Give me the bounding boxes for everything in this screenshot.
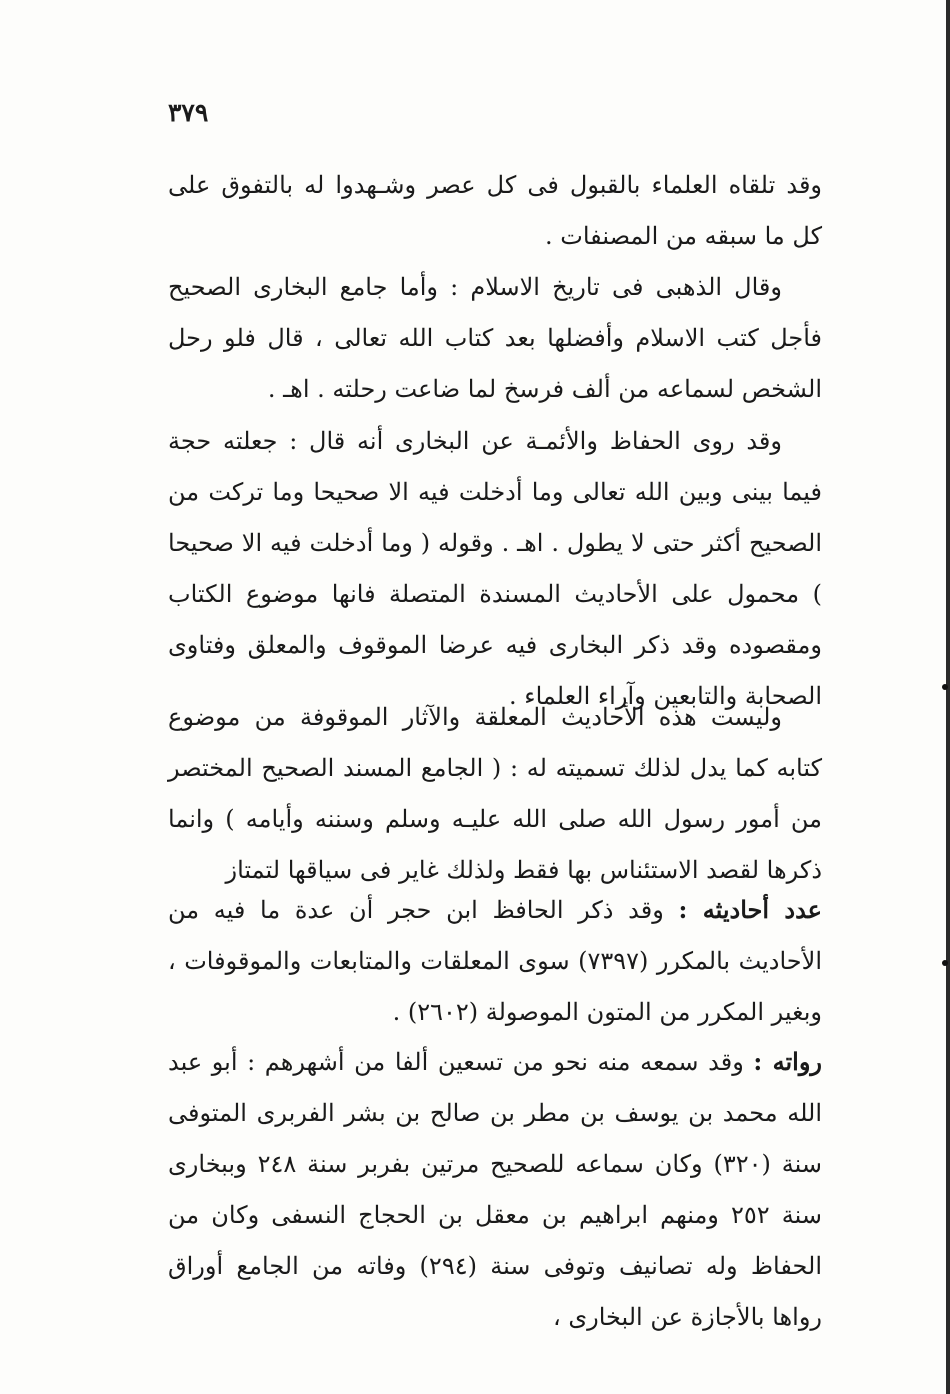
section-lead-narrators: رواته :	[753, 1047, 823, 1076]
paragraph-text: وقد تلقاه العلماء بالقبول فى كل عصر وشـهدوا له بالتفوق على كل ما سبقه من المصنفات .	[168, 171, 822, 250]
section-lead-hadith-count: عدد أحاديثه :	[678, 895, 822, 924]
paragraph-text	[168, 884, 822, 1038]
scan-mark-dot	[942, 684, 948, 690]
paragraph-body: وقد ذكر الحافظ ابن حجر أن عدة ما فيه من الأحاديث بالمكرر (٧٣٩٧) سوى المعلقات والمتابعات والموقوفات ، وبغير المكرر من المتون الموصولة (٢٦٠٢) .	[168, 896, 823, 1026]
paragraph-6	[168, 1036, 822, 1343]
paragraph-2	[168, 262, 822, 415]
paragraph-text: وقد روى الحفاظ والأئمـة عن البخارى أنه قال : جعلته حجة فيما بينى وبين الله تعالى وما أدخلت فيه الا صحيحا وما تركت من الصحيح أكثر حتى لا يطول . اهـ . وقوله ( وما أدخلت فيه الا صحيحا ) محمول على الأحاديث المسندة المتصلة فانها موضوع الكتاب ومقصوده وقد ذكر البخارى فيه عرضا الموقوف والمعلق وفتاوى الصحابة والتابعين وآراء العلماء .	[168, 427, 822, 710]
scan-mark-dot	[942, 960, 948, 966]
scan-edge-rule	[946, 0, 950, 1394]
paragraph-text: وليست هذه الأحاديث المعلقة والآثار الموقوفة من موضوع كتابه كما يدل لذلك تسميته له : ( الجامع المسند الصحيح المختصر من أمور رسول الله صلى الله عليـه وسلم وسننه وأيامه ) وانما ذكرها لقصد الاستئناس بها فقط ولذلك غاير فى سياقها لتمتاز	[168, 703, 822, 884]
paragraph-5	[168, 884, 822, 1038]
paragraph-3	[168, 416, 822, 722]
paragraph-4	[168, 692, 822, 896]
page-number: ٣٧٩	[168, 98, 209, 127]
paragraph-1	[168, 160, 822, 262]
paragraph-body: وقد سمعه منه نحو من تسعين ألفا من أشهرهم : أبو عبد الله محمد بن يوسف بن مطر بن صالح بن بشر الفربرى المتوفى سنة (٣٢٠) وكان سماعه للصحيح مرتين بفربر سنة ٢٤٨ وببخارى سنة ٢٥٢ ومنهم ابراهيم بن معقل بن الحجاج النسفى وكان من الحفاظ وله تصانيف وتوفى سنة (٢٩٤) وفاته من الجامع أوراق رواها بالأجازة عن البخارى ،	[168, 1048, 822, 1331]
paragraph-text	[168, 1036, 822, 1343]
paragraph-text: وقال الذهبى فى تاريخ الاسلام : وأما جامع البخارى الصحيح فأجل كتب الاسلام وأفضلها بعد كتاب الله تعالى ، قال فلو رحل الشخص لسماعه من ألف فرسخ لما ضاعت رحلته . اهـ .	[168, 273, 823, 403]
